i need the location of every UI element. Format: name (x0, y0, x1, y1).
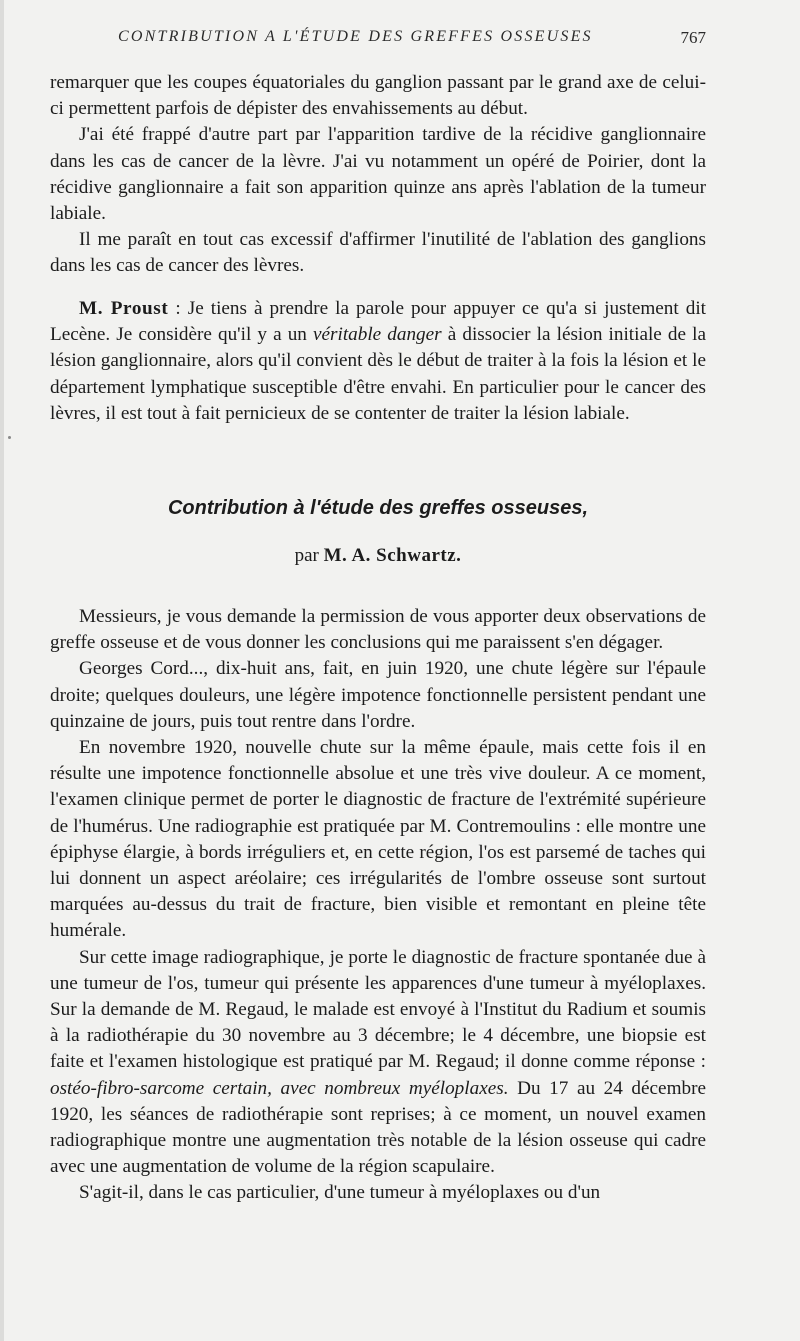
discussion-text (50, 70, 706, 280)
article-paragraph-4 (50, 945, 706, 1181)
byline-prefix: par (294, 545, 324, 566)
running-title: CONTRIBUTION A L'ÉTUDE DES GREFFES OSSEUSES (118, 28, 593, 45)
article-paragraph-5: S'agit-il, dans le cas particulier, d'une tumeur à myéloplaxes ou d'un (79, 1182, 601, 1204)
article-paragraph-1: Messieurs, je vous demande la permission de vous apporter deux observations de greffe osseuse et de vous donner les conclusions qui me paraissent s'en dégager. (50, 606, 706, 654)
page-number: 767 (680, 28, 706, 47)
author-name: M. A. Schwartz. (323, 545, 462, 566)
byline (50, 545, 706, 567)
discussion-paragraph-2: J'ai été frappé d'autre part par l'apparition tardive de la récidive ganglionnaire dans les cas de cancer de la lèvre. J'ai vu notamment un opéré de Poirier, dont la récidive ganglionnaire a fait son apparition quinze ans après l'ablation de la tumeur labiale. (50, 124, 706, 225)
histology-result: ostéo-fibro-sarcome certain, avec nombreux myéloplaxes. (50, 1077, 509, 1099)
proust-remark (50, 296, 706, 427)
running-head (50, 28, 706, 52)
scan-edge-shadow (0, 0, 4, 1341)
article-body (50, 604, 706, 1207)
article-paragraph-4-start: Sur cette image radiographique, je porte le diagnostic de fracture spontanée due à une tumeur de l'os, tumeur qui présente les apparences d'une tumeur à myéloplaxes. Sur la demande de M. Regaud, le malade est envoyé à l'Institut du Radium et soumis à la radiothérapie du 30 novembre au 3 décembre; le 4 décembre, une biopsie est faite et l'examen histologique est pratiqué par M. Regaud; il donne comme réponse : (50, 946, 706, 1073)
article-paragraph-2: Georges Cord..., dix-huit ans, fait, en juin 1920, une chute légère sur l'épaule droite; quelques douleurs, une légère impotence fonctionnelle persistent pendant une quinzaine de jours, puis tout rentre dans l'ordre. (50, 658, 706, 732)
article-paragraph-4-end: Du 17 au 24 décembre 1920, les séances de radiothérapie sont reprises; à ce moment, un nouvel examen radiographique montre une augmentation très notable de la lésion osseuse qui cadre avec une augmentation de volume de la région scapulaire. (50, 1077, 706, 1178)
speaker-name: M. Proust (79, 298, 169, 319)
article-title: Contribution à l'étude des greffes osseuses, (167, 497, 589, 519)
scan-speck (8, 436, 11, 439)
article-paragraph-3: En novembre 1920, nouvelle chute sur la même épaule, mais cette fois il en résulte une impotence fonctionnelle absolue et une très vive douleur. A ce moment, l'examen clinique permet de porter le diagnostic de fracture de l'extrémité supérieure de l'humérus. Une radiographie est pratiquée par M. Contremoulins : elle montre une épiphyse élargie, à bords irréguliers et, en cette région, l'os est parsemé de taches qui lui donnent un aspect aréolaire; ces irrégularités de l'ombre osseuse sont surtout marquées au-dessus du trait de fracture, bien visible et remontant en pleine tête humérale. (50, 737, 706, 942)
proust-text-end: à dissocier la lésion initiale de la lésion ganglionnaire, alors qu'il convient dès le début de traiter à la fois la lésion et le département lymphatique susceptible d'être envahi. En particulier pour le cancer des lèvres, il est tout à fait pernicieux de se contenter de traiter la lésion labiale. (50, 324, 706, 424)
discussion-paragraph-3: Il me paraît en tout cas excessif d'affirmer l'inutilité de l'ablation des ganglions dans les cas de cancer des lèvres. (50, 229, 706, 277)
discussion-paragraph-1: remarquer que les coupes équatoriales du ganglion passant par le grand axe de celui-ci permettent parfois de dépister des envahissements au début. (50, 72, 706, 120)
proust-text-start: : Je tiens à prendre la parole pour appuyer ce qu'a si justement dit Lecène. Je considère qu'il y a un (50, 298, 706, 346)
proust-paragraph (50, 296, 706, 427)
proust-emphasis: véritable danger (312, 324, 442, 346)
